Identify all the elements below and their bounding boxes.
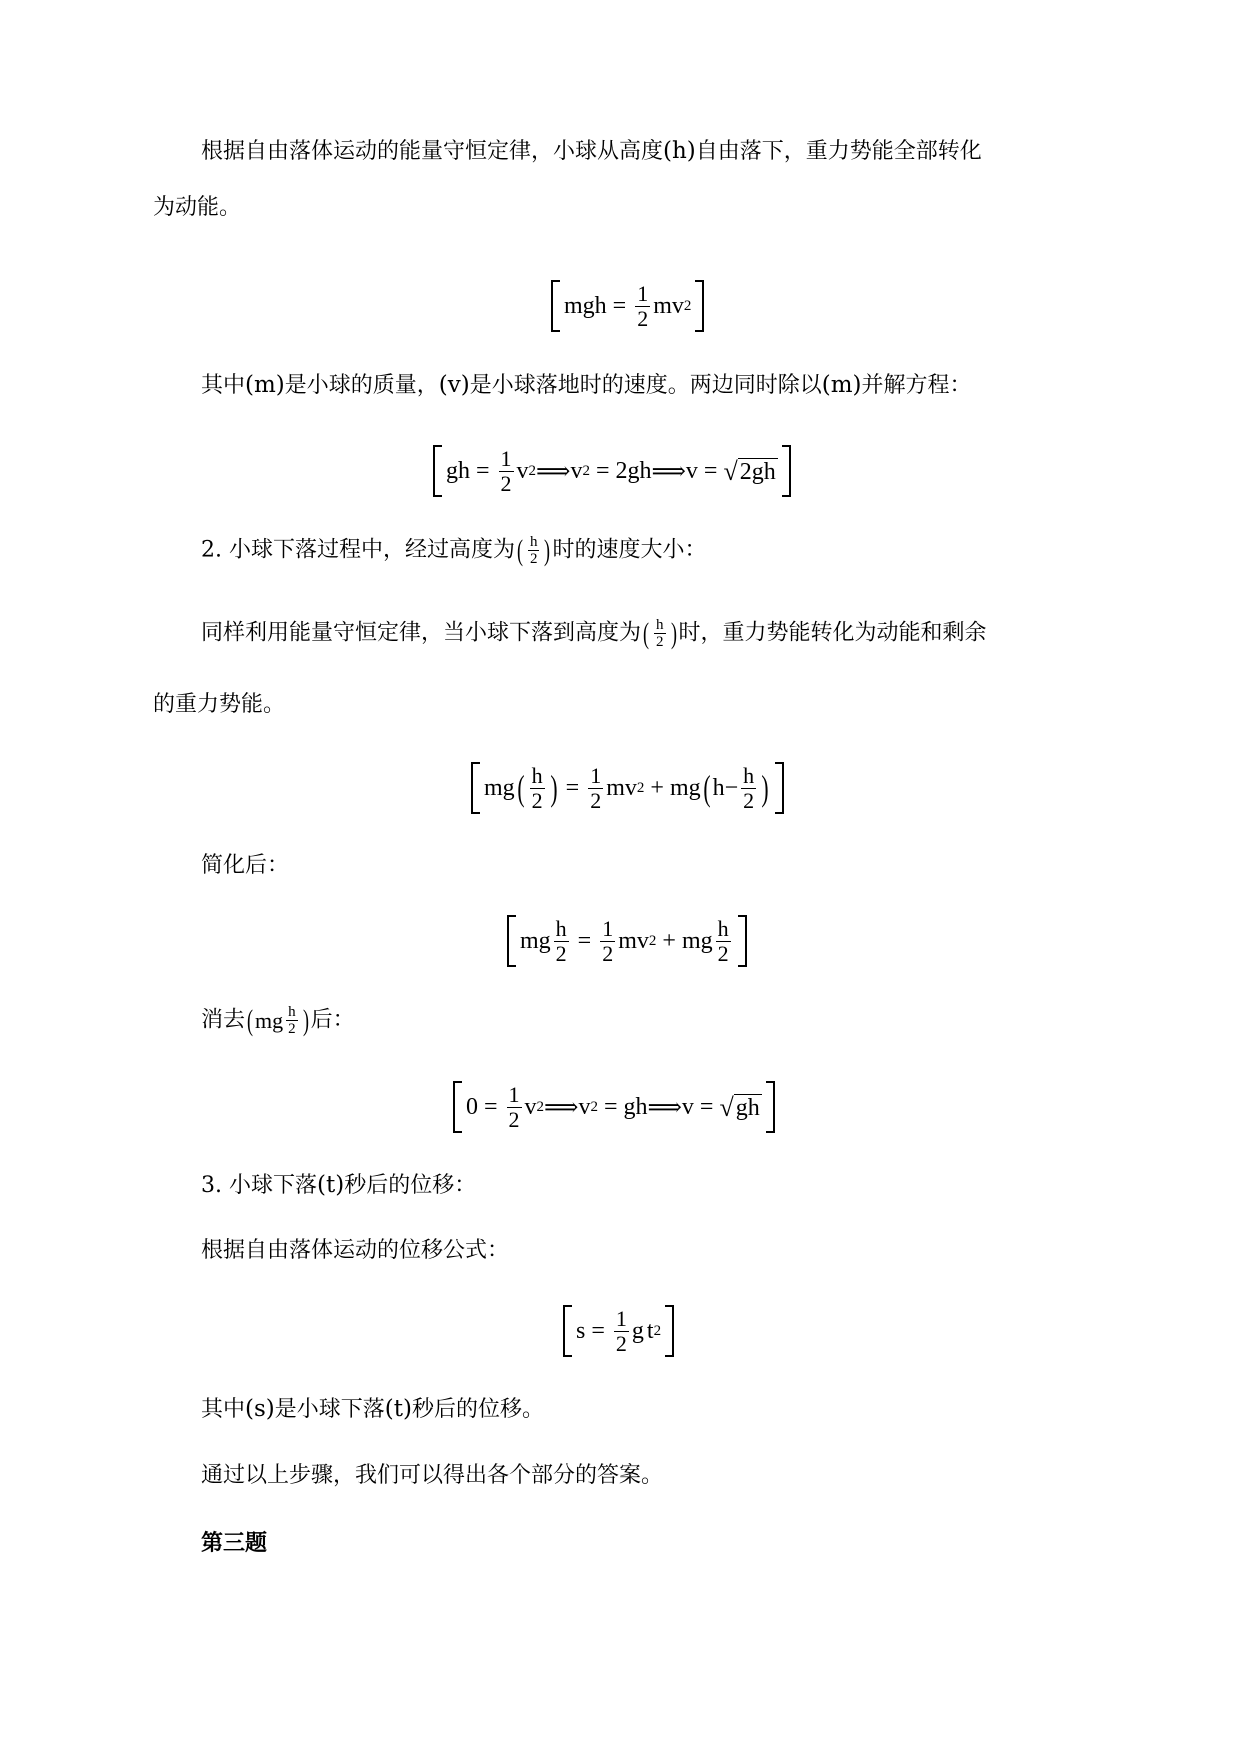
paragraph-energy-conservation (201, 136, 982, 167)
text: 是小球的质量， (284, 373, 439, 398)
text: 通过以上步骤，我们可以得出各个部分的答案。 (201, 1463, 664, 1488)
numerator: 1 (590, 762, 602, 788)
math-implies: ⟹ (647, 1094, 682, 1121)
math-term: mv (653, 292, 684, 319)
math-term: v (578, 1093, 591, 1120)
denominator: 2 (500, 470, 512, 496)
denominator: 2 (508, 1106, 520, 1132)
text: 3. 小球下落 (201, 1173, 317, 1198)
math-equals: = (565, 774, 580, 801)
denominator: 2 (288, 1021, 296, 1037)
math-term: mg (681, 927, 713, 954)
math-equals: = (577, 927, 592, 954)
numerator: h (529, 534, 538, 550)
numerator: h (531, 762, 543, 788)
formula-final-velocity: gh = $\frac{1}{2}$ v 2 ⟹ v 2 = 2gh ⟹ v = √ 2gh (433, 445, 791, 497)
math-term: v (685, 457, 698, 484)
left-bracket (433, 445, 442, 497)
text: 后： (310, 1007, 355, 1033)
section-2-heading (201, 534, 707, 567)
square-root: √ 2gh (723, 456, 776, 486)
math-term: mv (618, 927, 649, 954)
math-term: mgh (564, 292, 607, 319)
math-equals: = (703, 457, 718, 484)
math-term: mg (484, 774, 515, 801)
math-implies: ⟹ (651, 458, 686, 485)
text: 的重力势能。 (153, 692, 286, 717)
section-3-heading (201, 1170, 476, 1201)
fraction-h-half (554, 917, 569, 966)
radicand: 2gh (739, 458, 776, 485)
right-bracket (738, 915, 747, 967)
math-term: gh (446, 457, 470, 484)
math-term: v (681, 1093, 694, 1120)
math-equals: = (476, 457, 490, 484)
formula-simplified: mg $\frac{h}{2}$ = $\frac{1}{2}$ mv 2 + mg $\frac{h}{2}$ (507, 915, 747, 967)
left-bracket (507, 915, 516, 967)
paragraph-simplified (201, 851, 289, 881)
denominator: 2 (743, 787, 755, 813)
left-bracket (471, 762, 480, 814)
math-plus: + (662, 927, 676, 954)
denominator: 2 (717, 940, 729, 966)
radicand: gh (735, 1094, 760, 1121)
fraction-h-half (654, 617, 666, 650)
math-term: 2gh (615, 457, 652, 484)
math-plus: + (650, 774, 664, 801)
inline-h-over-2: ( $\frac{h}{2}$ ) (516, 533, 551, 567)
var-s: (s) (245, 1396, 275, 1422)
numerator: 1 (602, 915, 614, 941)
right-bracket (665, 1305, 674, 1357)
numerator: 1 (500, 445, 512, 471)
right-bracket (775, 762, 784, 814)
question-3-heading (201, 1528, 267, 1558)
math-term: mg (255, 1007, 284, 1033)
formula-displacement: s = $\frac{1}{2}$ g t 2 (563, 1305, 674, 1357)
denominator: 2 (529, 551, 538, 567)
numerator: h (717, 915, 729, 941)
fraction-h-half (528, 534, 540, 567)
text: 为动能。 (153, 195, 242, 220)
math-term: s (576, 1317, 586, 1344)
denominator: 2 (590, 787, 602, 813)
formula-half-height-energy: mg ( $\frac{h}{2}$ ) = $\frac{1}{2}$ mv 2 + mg ( h− $\frac{h}{2}$ ) (471, 762, 784, 814)
denominator: 2 (531, 787, 543, 813)
fraction-h-half (716, 917, 731, 966)
paragraph-variables (201, 370, 972, 401)
math-term: mg (520, 927, 551, 954)
left-bracket (563, 1305, 572, 1357)
text: 其中 (201, 1397, 246, 1422)
fraction-h-half (286, 1004, 298, 1037)
math-term: t (646, 1317, 654, 1344)
text: 是小球下落 (274, 1397, 385, 1422)
right-bracket (782, 445, 791, 497)
numerator: 1 (615, 1305, 627, 1331)
var-v: (v) (438, 372, 470, 398)
paragraph-conclusion (201, 1461, 663, 1491)
math-equals: = (591, 1317, 605, 1344)
fraction-one-half (614, 1307, 629, 1356)
text: 根据自由落体运动的位移公式： (201, 1238, 510, 1263)
heading-text: 第三题 (201, 1530, 268, 1556)
fraction-one-half (507, 1083, 522, 1132)
paragraph-displacement-formula (201, 1236, 509, 1266)
text: 秒后的位移。 (411, 1397, 544, 1422)
math-implies: ⟹ (544, 1094, 579, 1121)
text: 时，重力势能转化为动能和剩余 (678, 620, 987, 646)
text: 秒后的位移： (344, 1173, 477, 1198)
text: 并解方程： (861, 373, 972, 398)
numerator: h (555, 915, 567, 941)
var-t: (t) (384, 1396, 412, 1422)
denominator: 2 (615, 1330, 627, 1356)
paragraph-half-height (201, 617, 987, 650)
var-t: (t) (316, 1172, 345, 1198)
text: 2. 小球下落过程中，经过高度为 (201, 537, 515, 563)
fraction-h-half (741, 764, 756, 813)
paragraph-half-height-cont (153, 690, 285, 720)
var-m: (m) (245, 372, 285, 398)
denominator: 2 (637, 305, 649, 331)
left-bracket (453, 1081, 462, 1133)
math-term: 0 (466, 1093, 478, 1120)
math-term: v (516, 457, 529, 484)
denominator: 2 (602, 940, 614, 966)
formula-energy-balance: mgh = $\frac{1}{2}$ mv 2 (551, 280, 704, 332)
var-h: (h) (663, 138, 696, 164)
math-equals: = (612, 292, 627, 319)
fraction-one-half (635, 282, 650, 331)
denominator: 2 (555, 940, 567, 966)
text: 时的速度大小： (552, 537, 707, 563)
text: 同样利用能量守恒定律，当小球下落到高度为 (201, 620, 642, 646)
fraction-one-half (600, 917, 615, 966)
right-bracket (766, 1081, 775, 1133)
text: 根据自由落体运动的能量守恒定律，小球从高度 (201, 139, 664, 164)
text: 是小球落地时的速度。两边同时除以 (469, 373, 822, 398)
numerator: h (288, 1004, 296, 1020)
numerator: h (743, 762, 755, 788)
numerator: 1 (508, 1081, 520, 1107)
text: 其中 (201, 373, 246, 398)
math-equals: = (484, 1093, 498, 1120)
left-bracket (551, 280, 560, 332)
text: 消去 (201, 1007, 246, 1033)
numerator: h (656, 617, 664, 633)
fraction-h-half (530, 764, 545, 813)
inline-mg-h-over-2: ( mg $\frac{h}{2}$ ) (247, 1003, 309, 1037)
square-root: √ gh (719, 1092, 760, 1122)
fraction-one-half (499, 447, 514, 496)
var-m: (m) (821, 372, 862, 398)
paragraph-eliminate (201, 1004, 355, 1037)
math-equals: = (595, 457, 610, 484)
math-term: v (524, 1093, 537, 1120)
inline-h-over-2: ( $\frac{h}{2}$ ) (643, 616, 677, 650)
right-bracket (695, 280, 704, 332)
math-term: mv (606, 774, 637, 801)
text: 自由落下，重力势能全部转化 (695, 139, 982, 164)
math-term: v (570, 457, 583, 484)
denominator: 2 (656, 634, 664, 650)
fraction-one-half (588, 764, 603, 813)
math-term: h− (712, 774, 739, 801)
text: 简化后： (201, 853, 290, 878)
formula-half-height-velocity: 0 = $\frac{1}{2}$ v 2 ⟹ v 2 = gh ⟹ v = √ gh (453, 1081, 775, 1133)
math-term: g (631, 1317, 644, 1344)
math-equals: = (603, 1093, 618, 1120)
numerator: 1 (637, 280, 649, 306)
math-equals: = (699, 1093, 714, 1120)
paragraph-displacement-meaning (201, 1394, 544, 1425)
math-term: gh (623, 1093, 648, 1120)
math-implies: ⟹ (536, 458, 571, 485)
math-term: mg (669, 774, 701, 801)
paragraph-energy-conservation-cont (153, 193, 241, 223)
